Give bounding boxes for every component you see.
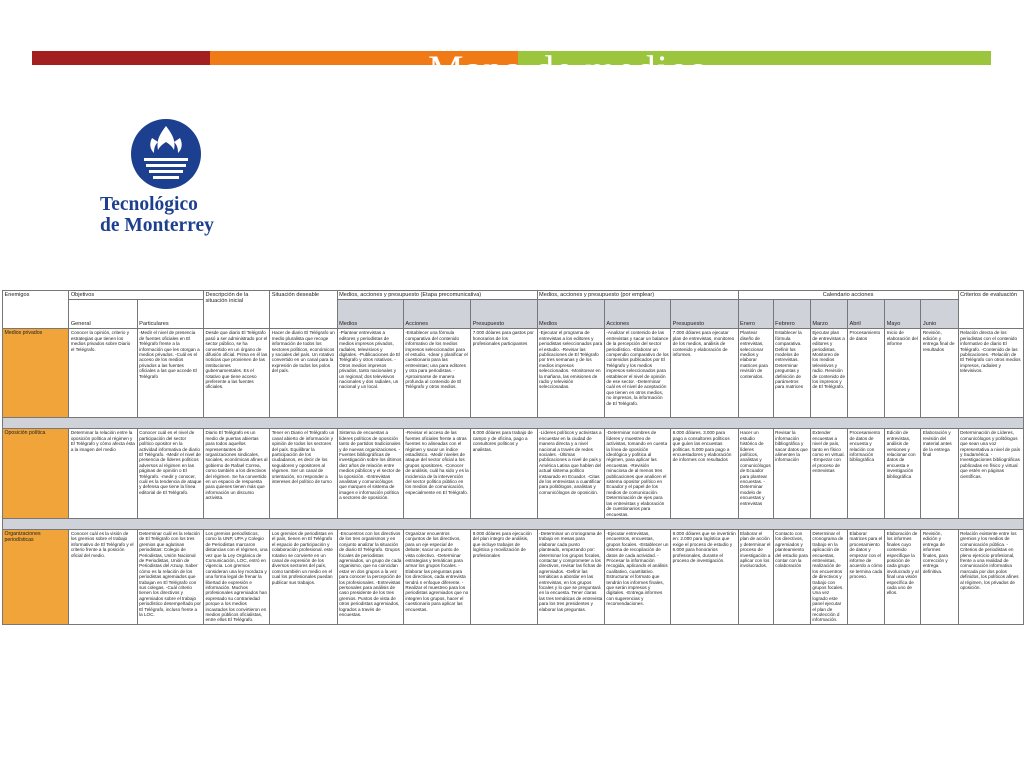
cell-descripcion: Los gremios periodísticos, como la UNP, UPA y Colegio de Periodistas marcaron distancias con el régimen, una vez que la Ley Orgánica de Comunicación, LOC, entró en vigencia. Los gremios consideran una ley mordaza y una forma legal de frenar la libertad de expresión e información. Muchos profesionales agremiados han expresado su contrariedad porque a los medios incautados los convirtieron en medios públicos oficialistas, entre ellos El Telégrafo. (203, 529, 269, 624)
cell-febrero: Establecer la fórmula comparativa. Definir los modelos de entrevistas. Determinar preguntas y definición de parámetros para matrices (773, 329, 810, 418)
cell-deseable: Hacer de diario El Telégrafo un medio pluralista que recoge información de todos los sectores políticos, económicos y sociales del país. Un rotativo convertido en un canal para la expresión de todos los polos del país. (270, 329, 337, 418)
subheader-acciones-b: Acciones (604, 300, 670, 329)
cell-general: Conocer cuál es la visión de los gremios sobre el trabajo informativo de El Telégrafo y el criterio frente a la posición oficial del medio. (69, 529, 137, 624)
header-medios-por-emplear: Medios, acciones y presupuesto (por emplear) (537, 291, 738, 300)
cell-marzo: Ejecutar plan de entrevistas a editores y periodistas. Monitoreo de los medios televisivos y radio. Revisión de contenido de los impresos y de El Telégrafo. (810, 329, 847, 418)
cell-medios: -Encuentros con los directivos de los tres organismos y en conjunto analizar la situación de diario El Telégrafo. Grupos focales de periodistas agremiados, un grupo de cada organismo, que no coincidan estar en dos grupos a la vez para conocer la percepción de los profesionales. -Entrevistas personales para análisis de caso presidente de los tres gremios. Puntos de vista de otros periodistas agremiados, logrados a través de encuestas. (337, 529, 403, 624)
subheader-month-febrero: Febrero (773, 300, 810, 329)
header-calendario: Calendario acciones (738, 291, 958, 300)
cell-marzo: Extender encuestas a nivel de país, tanto en físico como en virtual. -Empezar con el proceso de entrevistas (810, 429, 847, 519)
cell-marzo: Determinar el cronograma de trabajo en la aplicación de encuestas, entrevistas, realización de los encuentros de directivos y trabajo con grupos focales. Una vez logrado este panel ejecutar el plan de recolección d información. (810, 529, 847, 624)
cell-abril: Elaborar matrices para el procesamiento de datos y empezar con el informe de acuerdo a cómo se termina cada proceso. (848, 529, 885, 624)
subheader-acciones: Acciones (403, 300, 470, 329)
cell-presupuesto: 8.000 dólares para ejecución del plan integro de análisis, que incluye trabajos de logística y movilización de profesionales (471, 529, 537, 624)
cell-presupuesto-b: 8.000 dólares. 3.000 para pago a consultores políticos que guíen las encuestas políticas. 5.000 para pago a encuestadores y elaboración de informes con resultados (671, 429, 738, 519)
enemy-cell: Organizaciones periodísticas (3, 529, 69, 624)
media-plan-table (2, 290, 1024, 625)
subheader-general: General (69, 300, 137, 329)
cell-deseable: Tener en Diario el Telégrafo un canal abierto de información y opinión de todos los sectores del país. Equilibrar la participación de los ciudadanos, es decir de los seguidores y opositores al régimen. Ser un canal de orientación, no responder a intereses del político de turno (270, 429, 337, 519)
enemy-cell: Oposición política (3, 429, 69, 519)
cell-deseable: Los gremios de periodistas en el país, tienen en El Telégrafo el espacio de participación y colaboración profesional. este rotativo se convierte en un canal de expresión de los diversos sectores del país, como también un medio en el cual los profesionales puedan publicar sus trabajos. (270, 529, 337, 624)
cell-junio: Elaboración y revisión del material antes de la entrega final (921, 429, 958, 519)
cell-abril: Procesamiento de datos de encuesta y relación con información bibliográfica (848, 429, 885, 519)
subheader-medios: Medios (337, 300, 403, 329)
header-criterios: Criterios de evaluación (958, 291, 1023, 329)
subheader-month-enero: Enero (738, 300, 773, 329)
subheader-month-marzo: Marzo (810, 300, 847, 329)
logo-text-line2: de Monterrey (100, 215, 214, 236)
cell-junio: Revisión, edición y entrega de informes finales, para corrección y entrega definitiva. (921, 529, 958, 624)
enemy-cell: Medios privados (3, 329, 69, 418)
flame-torch-icon (130, 118, 202, 190)
cell-mayo: Inicio de elaboración del informe (885, 329, 921, 418)
table-subheader-row (3, 300, 1024, 329)
table-row (3, 429, 1024, 519)
media-plan-table-area (2, 290, 1024, 628)
cell-medios-b: -Ejecutar el programa de entrevistas a los editores y periodistas seleccionados para el estudio. -Revisar las publicaciones de El Telégrafo por tres semanas y de los medios impresos seleccionados. -Monitorear en la mañana, las emisiones de radio y televisión seleccionadas. (537, 329, 604, 418)
cell-acciones: Organizar encuentros conjuntos de los directivos, para un eje especial de debate; sacar un punto de vista colectivo. -Determinar estrategias y temáticas para armar los grupos focales. -Elaborar las preguntas para los directivos, cada entrevista tendrá n enfoque diferente. -Realizar el muestreo para los periodistas agremiados que no integren los grupos, hacer el cuestionario para aplicar las encuestas. (403, 529, 470, 624)
subheader-particulares: Particulares (137, 300, 203, 329)
cell-criterios: Relación existente entre los gremios y los medios de comunicación pública. -Criterios de periodistas en pleno ejercicio profesional, frente a una realidad de comunicación informativa marcada por dos polos definidos, los políticos afines al régimen, los privados de oposición. (958, 529, 1023, 624)
cell-mayo: Edición de entrevistas, análisis de versiones y relacionar con datos de encuesta e investigación bibliográfica (885, 429, 921, 519)
table-row (3, 329, 1024, 418)
cell-presupuesto-b: 8.000 dólares que se invertirán en: 2.000 para logística que exige el proceso de estudio y 6.000 para honorarios profesionales, durante el proceso de investigación. (671, 529, 738, 624)
cell-mayo: Elaboración de los informes finales cuyo contenido especifique la posición de cada grupo involucrado y al final una visión específica de cada uno de ellos. (885, 529, 921, 624)
cell-medios-b: -Líderes políticos y activistas a encuestar en la ciudad de manera directa y a nivel nacional a través de redes sociales. -Últimas publicaciones a nivel de país y América Latina que hablen del actual sistema político instaurado en Ecuador. -Citas de los entrevistas a cuantificar para politólogos, analistas y comunicólogos de oposición. (537, 429, 604, 519)
table-header-row (3, 291, 1024, 300)
subheader-month-mayo: Mayo (885, 300, 921, 329)
subheader-month-junio: Junio (921, 300, 958, 329)
table-row (3, 529, 1024, 624)
header-enemigos: Enemigos (3, 291, 69, 329)
cell-junio: Revisión, edición y entrega final de resultados (921, 329, 958, 418)
header-descripcion: Descripción de la situación inicial (203, 291, 269, 329)
cell-medios: Sistema de encuestas a líderes políticos de oposición tanto de partidos tradicionales y de nuevas organizaciones. -Fuentes bibliográficas de investigación sobre los últimos diez años de relación entre medios públicos y el sector de la oposición. -Entrevistas analistas y comunicólogos que marquen el sistema de imagen e información política a sectores de oposición. (337, 429, 403, 519)
cell-febrero: Revisar la información bibliográfica y sacar datos que alimenten la información (773, 429, 810, 519)
cell-presupuesto: 7.000 dólares para gastos por honorarios de los profesionales participantes (471, 329, 537, 418)
cell-descripcion: Diario El Telégrafo es un medio de puertas abiertas para todos aquellos representantes de organizaciones sindicales, sociales, económicas afines al gobierno de Rafael Correa, como también a los directivos del régimen. Se ha convertido en un espacio de respuesta para quienes tienen más que información un discurso activista. (203, 429, 269, 519)
cell-descripcion: Desde que diario El Telégrafo pasó a ser administrado por el sector público, se ha convertido en un órgano de difusión oficial. Prima en él las noticias que provienen de las instituciones gubernamentales. Es el rotativo que tiene acceso preferente a las fuentes oficiales. (203, 329, 269, 418)
cell-medios: -Plantear entrevistas a editores y periodistas de medios impresos privados, radiales, televisivos y digitales. -Publicaciones de El Telégrafo y otros rotativos. -Otros medios impresos privados, tanto nacionales y un regional; dos televisivos nacionales y dos radiales, un nacional y un local. (337, 329, 403, 418)
cell-enero: Elaborar el plan de acción y determinar el proceso de investigación a aplicar con los involucrados. (738, 529, 773, 624)
cell-enero: Hacer un estudio histórico de líderes políticos, analistas y comunicólogos de Ecuador para plantear encuestas. -Determinar modelo de encuestas y entrevistas (738, 429, 773, 519)
subheader-month-abril: Abril (848, 300, 885, 329)
cell-particulares: Determinar cuál es la relación de El Telégrafo con los tres gremios que aglutinan periodistas: Colegio de Periodistas, Unión Nacional de Periodistas, Unión de Periodistas del Azuay. Saber cómo es la relación de los periodistas agremiados que trabajan en El Telégrafo con sus colegas. -Cuál criterio tienen los directivos y agremiados sobre el trabajo periodístico desempeñado por El Telégrafo, incluso frente a la LOC. (137, 529, 203, 624)
cell-general: Determinar la relación entre la oposición política al régimen y El Telégrafo y cómo afecta ésta a la imagen del medio (69, 429, 137, 519)
cell-acciones: -Revisar el acceso de las fuentes oficiales frente a otras fuentes no alineadas con el régimen y sacar un índice estadístico. -Medir niveles de ataque del sector oficial a los grupos opositores. -Conocer de análisis, cuál ha sido y es la incidencia de la intervención del sector político público en los medios de comunicación, especialmente en El Telégrafo. (403, 429, 470, 519)
logo-text-line1: Tecnológico (100, 194, 198, 215)
cell-acciones-b: -Analizar el contenido de las entrevistas y sacar un balance de la percepción del sector periodístico. -Elaborar un compendio comparativo de los contenidos publicados por El Telégrafo y los medios impresos seleccionados para establecer el nivel de opinión de ese sector. -Determinar cuál es el nivel de aceptación que tienen en otros medios, no impresos, la información de El Telégrafo. (604, 329, 670, 418)
cell-particulares: -Medir el nivel de presencia de fuentes oficiales en El Telégrafo frente a la información que les otorgan a medios privados. -Cuál es el acceso de los medios privados a las fuentes oficiales a las que accede El Telégrafo (137, 329, 203, 418)
row-separator (3, 418, 1024, 429)
header-bar-red (32, 51, 210, 65)
cell-abril: Procesamiento de datos (848, 329, 885, 418)
subheader-medios-b: Medios (537, 300, 604, 329)
cell-medios-b: -Determinar un cronograma de trabajo en mesas para elaborar cada punto planteado, empezando por: determinar los grupos focales, contactar y comprometer a los directivos, revisar las fichas de agremiados. -Definir las temáticas a abordar en las entrevistas, en los grupos focales y lo que se preguntará en la encuesta. Tener claras las tres temáticas de entrevista para los tres presidentes y elaborar las preguntas. (537, 529, 604, 624)
subheader-presupuesto: Presupuesto (471, 300, 537, 329)
row-separator (3, 518, 1024, 529)
cell-acciones-b: -Determinar nombres de líderes y muestreo de activistas, tomando en cuenta la línea de oposición ideológica y política al régimen, para aplicar las encuestas. -Revisión minuciosa de al menos tres publicaciones que analicen el sistema opositor político en Ecuador y el papel de los medios de comunicación. Determinación de ejes para las entrevistas y elaboración de cuestionarios para encuestas. (604, 429, 670, 519)
cell-criterios: Relación directa de los periodistas con el contenido informativo de diario El Telégrafo. -Contenido de las publicaciones. -Relación de El Telégrafo con otros medios impresos, radiales y televisivos. (958, 329, 1023, 418)
cell-enero: Plantear diseño de entrevistas, seleccionar medios y elaborar matrices para revisión de contenidos. (738, 329, 773, 418)
cell-febrero: Contacto con los directivos, agremiados y planteamiento del estudio para contar con la colaboración (773, 529, 810, 624)
subheader-presupuesto-b: Presupuesto (671, 300, 738, 329)
cell-particulares: Conocer cuál es el nivel de participación del sector político opositor en la actividad informativa de diario El Telégrafo. -Medir el nivel de presencia de líderes políticos adversos al régimen en las páginas de opinión o El Telégrafo. -medir y conocer, cuál es la tendencia de ataque y defensa que tiene la línea editorial de El Telégrafo. (137, 429, 203, 519)
cell-acciones-b: -Ejecutar entrevistas, encuentros, encuestas, grupos focales. -Establecer un sistema de recopilación de datos de cada actividad. -Procesar la información recogida, aplicando el análisis cualitativo, cuantitativo. Estructurar el formato que tendrán los informes finales, que serán impresos y digitales. -Entrega informes con sugerencias y recomendaciones. (604, 529, 670, 624)
cell-criterios: Determinación de Líderes, comunicólogos y politólogos que sean una voz representativa a nivel de país y Sudamérica. -Investigaciones bibliográficas publicadas en físico y virtual que estén en páginas científicas. (958, 429, 1023, 519)
cell-general: Conocer la opinión, criterio y estrategias que tienen los medios privados sobre Diario el Telégrafo. (69, 329, 137, 418)
header-situacion-deseable: Situación deseable (270, 291, 337, 329)
cell-presupuesto: 8.000 dólares para trabajo de campo y de oficina, pago a consultores políticos y analistas. (471, 429, 537, 519)
tec-logo (100, 118, 230, 236)
cell-acciones: -Establecer una fórmula comparativa del contenido informativo de los medios impresos seleccionados para el estudio. -Idear y planificar el cuestionario para las entrevistas; una para editores y otra para periodistas. -Aproximarse de manera profunda al contenido de El Telégrafo y otros medios. (403, 329, 470, 418)
header-objetivos: Objetivos (69, 291, 204, 300)
header-medios-precomunicativa: Medios, acciones y presupuesto (Etapa precomunicativa) (337, 291, 537, 300)
slide-title: Mapa de medios (428, 47, 707, 92)
cell-presupuesto-b: 7.000 dólares para ejecutar plan de entrevistas, monitoreo de los medios, análisis de contenido y elaboración de informes. (671, 329, 738, 418)
